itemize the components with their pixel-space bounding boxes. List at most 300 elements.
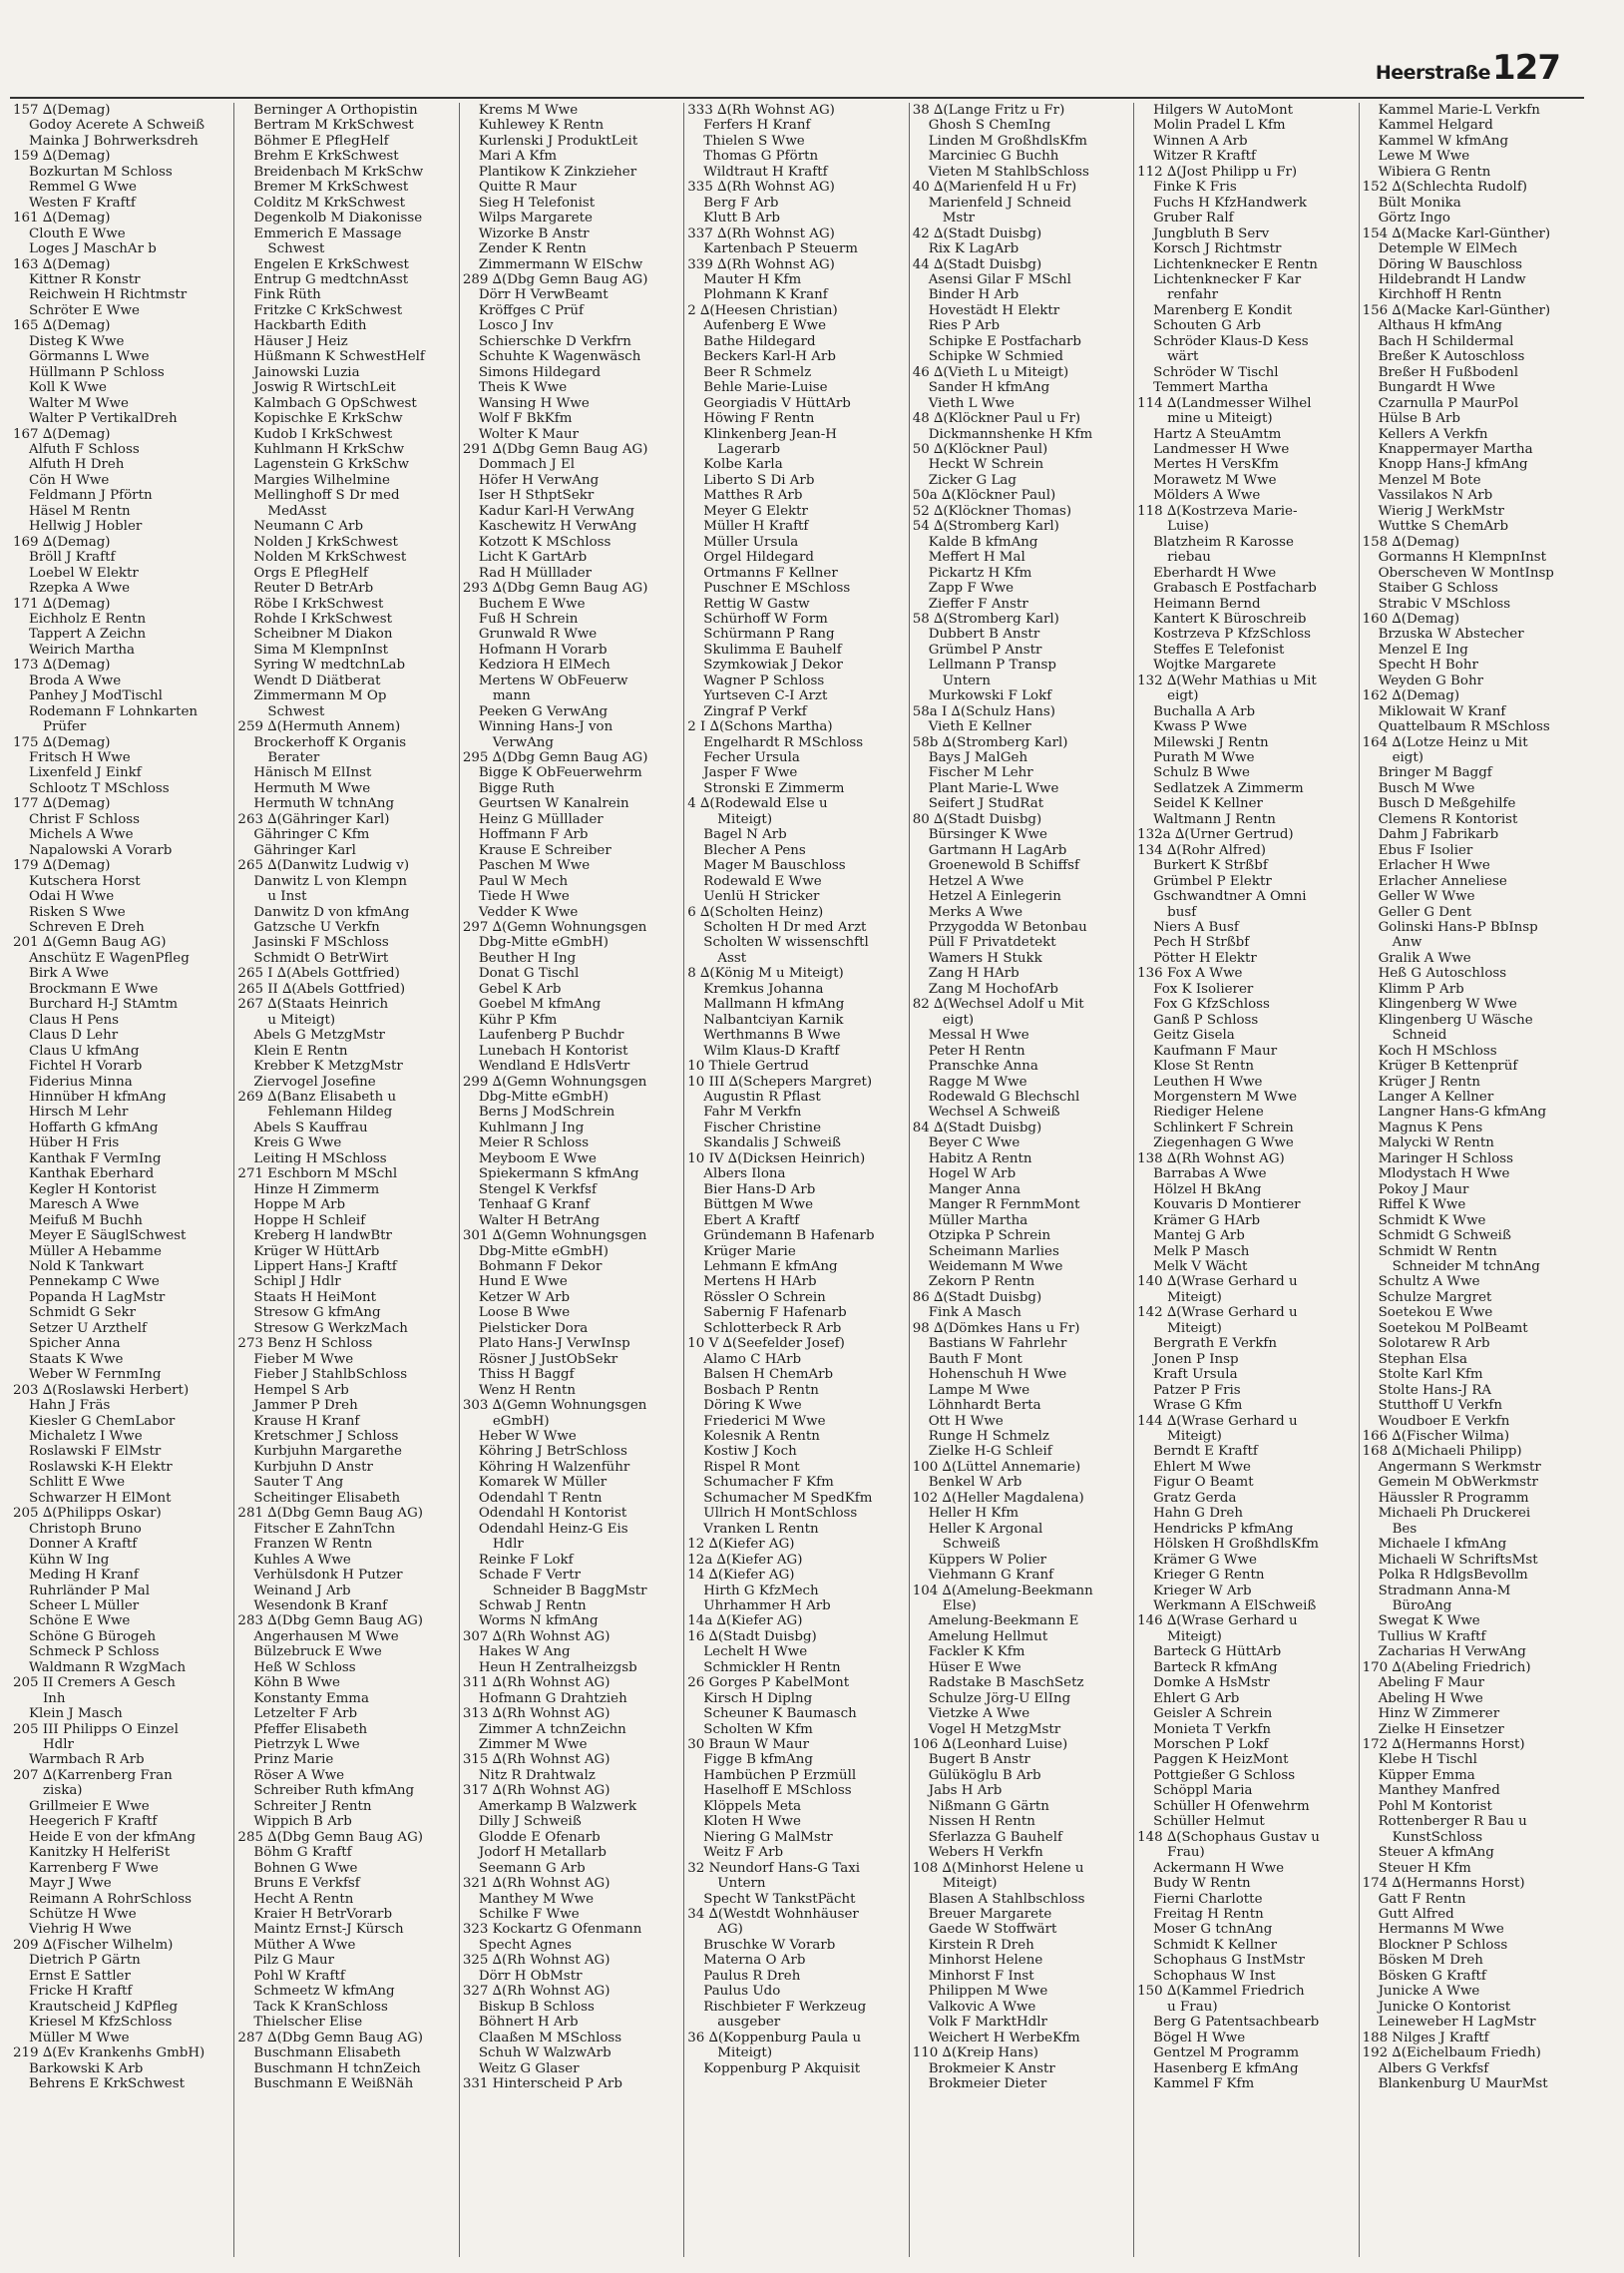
resident-entry: Habitz A Rentn (928, 1150, 1032, 1166)
resident-entry: Soetekou M PolBeamt (1378, 1320, 1528, 1336)
resident-entry: Kalmbach G OpSchwest (253, 395, 417, 411)
house-number-entry: 273 Benz H Schloss (237, 1336, 373, 1352)
resident-entry: Geller W Wwe (1378, 889, 1475, 905)
resident-entry: Claaßen M MSchloss (478, 2030, 622, 2046)
resident-entry: Schumacher M SpedKfm (703, 1490, 873, 1506)
resident-entry: Tack K KranSchloss (253, 1999, 388, 2015)
resident-entry: Kartenbach P Steuerm (703, 241, 858, 257)
resident-entry: Vranken L Rentn (703, 1521, 819, 1537)
resident-entry: Viehrig H Wwe (29, 1922, 132, 1938)
resident-entry: Marciniec G Buchh (928, 149, 1059, 165)
resident-entry: Spicher Anna (29, 1336, 121, 1352)
resident-entry: Thielscher Elise (253, 2015, 363, 2031)
resident-entry: mann (492, 688, 531, 704)
resident-entry: Meyer G Elektr (703, 503, 808, 519)
resident-entry: Grümbel P Elektr (1153, 873, 1272, 889)
resident-entry: Maringer H Schloss (1378, 1150, 1514, 1166)
resident-entry: Merks A Wwe (928, 904, 1023, 920)
house-number-entry: 205 ∆(Philipps Oskar) (13, 1506, 162, 1522)
resident-entry: Schmidt G Sekr (29, 1305, 137, 1321)
resident-entry: Abeling H Wwe (1378, 1690, 1483, 1706)
resident-entry: Eberhardt H Wwe (1153, 565, 1277, 581)
house-number-entry: 50a ∆(Klöckner Paul) (912, 488, 1056, 504)
resident-entry: Anw (1392, 935, 1422, 951)
resident-entry: Wierig J WerkMstr (1378, 503, 1504, 519)
resident-entry: Zimmer M Wwe (478, 1737, 588, 1753)
resident-entry: Kudob I KrkSchwest (253, 426, 393, 442)
resident-entry: Hinnüber H kfmAng (29, 1090, 167, 1105)
resident-entry: Kammel W kfmAng (1378, 133, 1509, 149)
resident-entry: Wagner P Schloss (703, 673, 825, 688)
house-number-entry: 335 ∆(Rh Wohnst AG) (687, 180, 835, 196)
resident-entry: Schneider M tchnAng (1392, 1258, 1540, 1274)
house-number-entry: 14a ∆(Kiefer AG) (687, 1613, 803, 1629)
resident-entry: Przygodda W Betonbau (928, 920, 1087, 936)
resident-entry: Manger Anna (928, 1181, 1021, 1197)
resident-entry: Fritzke C KrkSchwest (253, 302, 403, 318)
resident-entry: Böhm G Kraftf (253, 1845, 352, 1861)
house-number-entry: 36 ∆(Koppenburg Paula u (687, 2030, 862, 2046)
resident-entry: Schierschke D Verkfrn (478, 333, 631, 349)
resident-entry: Meding H Kranf (29, 1568, 139, 1584)
resident-entry: Zapp F Wwe (928, 581, 1015, 597)
resident-entry: Kaufmann F Maur (1153, 1043, 1278, 1059)
house-number-entry: 170 ∆(Abeling Friedrich) (1362, 1659, 1531, 1675)
resident-entry: Krieger G Rentn (1153, 1568, 1265, 1584)
resident-entry: Bertram M KrkSchwest (253, 118, 414, 134)
resident-entry: Witzer R Kraftf (1153, 149, 1256, 165)
resident-entry: Angerhausen M Wwe (253, 1628, 399, 1644)
resident-entry: Hellwig J Hobler (29, 519, 143, 535)
resident-entry: Stresow G kfmAng (253, 1305, 381, 1321)
house-number-entry: 171 ∆(Demag) (13, 596, 111, 612)
resident-entry: Sferlazza G Bauhelf (928, 1829, 1062, 1845)
resident-entry: Risken S Wwe (29, 904, 126, 920)
resident-entry: Abels G MetzgMstr (253, 1028, 385, 1044)
resident-entry: Jonen P Insp (1153, 1351, 1239, 1367)
house-number-entry: 144 ∆(Wrase Gerhard u (1137, 1413, 1298, 1429)
resident-entry: Köhring H Walzenführ (478, 1459, 630, 1475)
resident-entry: Fischer M Lehr (928, 765, 1033, 781)
resident-entry: Loose B Wwe (478, 1305, 571, 1321)
house-number-entry: 100 ∆(Lüttel Annemarie) (912, 1459, 1081, 1475)
resident-entry: Simons Hildegard (478, 364, 602, 380)
resident-entry: Staiber G Schloss (1378, 581, 1498, 597)
resident-entry: Pfeffer Elisabeth (253, 1721, 368, 1737)
resident-entry: Kremkus Johanna (703, 981, 824, 997)
resident-entry: Hackbarth Edith (253, 318, 367, 334)
resident-entry: Ortmanns F Kellner (703, 565, 838, 581)
resident-entry: Fuß H Schrein (478, 611, 579, 627)
resident-entry: Dommach J El (478, 457, 576, 473)
resident-entry: Langner Hans-G kfmAng (1378, 1105, 1547, 1121)
resident-entry: Vedder K Wwe (478, 904, 579, 920)
resident-entry: Rössler O Schrein (703, 1289, 826, 1305)
resident-entry: Mellinghoff S Dr med (253, 488, 400, 504)
resident-entry: Barrabas A Wwe (1153, 1166, 1267, 1182)
resident-entry: Schophaus G InstMstr (1153, 1953, 1305, 1969)
resident-entry: Leineweber H LagMstr (1378, 2015, 1536, 2031)
resident-entry: Komarek W Müller (478, 1475, 608, 1491)
resident-entry: Blecher A Pens (703, 842, 806, 858)
resident-entry: Wuttke S ChemArb (1378, 519, 1509, 535)
resident-entry: Amerkamp B Walzwerk (478, 1798, 637, 1814)
resident-entry: Stronski E Zimmerm (703, 780, 845, 796)
resident-entry: Schwest (267, 703, 325, 719)
resident-entry: Kriesel M KfzSchloss (29, 2015, 173, 2031)
resident-entry: Lixenfeld J Einkf (29, 765, 142, 781)
resident-entry: Erlacher Anneliese (1378, 873, 1507, 889)
resident-entry: Löhnhardt Berta (928, 1398, 1041, 1414)
resident-entry: Brzuska W Abstecher (1378, 627, 1524, 643)
resident-entry: Breidenbach M KrkSchw (253, 164, 424, 180)
resident-entry: Sieg H Telefonist (478, 195, 596, 211)
resident-entry: Nolden J KrkSchwest (253, 534, 398, 550)
resident-entry: Amelung Hellmut (928, 1628, 1048, 1644)
resident-entry: Vassilakos N Arb (1378, 488, 1493, 504)
resident-entry: Eichholz E Rentn (29, 611, 147, 627)
resident-entry: Kouvaris D Montierer (1153, 1197, 1301, 1213)
resident-entry: Alfuth F Schloss (29, 441, 140, 457)
resident-entry: Mlodystach H Wwe (1378, 1166, 1510, 1182)
resident-entry: Weirich Martha (29, 642, 136, 658)
resident-entry: Meffert H Mal (928, 550, 1025, 566)
resident-entry: Hüser E Wwe (928, 1659, 1021, 1675)
resident-entry: Schürmann P Rang (703, 627, 835, 643)
resident-entry: Polka R HdlgsBevollm (1378, 1568, 1528, 1584)
resident-entry: Ruhrländer P Mal (29, 1583, 151, 1598)
resident-entry: Hartz A SteuAmtm (1153, 426, 1282, 442)
resident-entry: Krebber K MetzgMstr (253, 1059, 403, 1075)
resident-entry: Gatzsche U Verkfn (253, 920, 380, 936)
resident-entry: Hecht A Rentn (253, 1891, 354, 1907)
resident-entry: Beckers Karl-H Arb (703, 349, 836, 365)
house-number-entry: 10 Thiele Gertrud (687, 1059, 809, 1075)
resident-entry: Wechsel A Schweiß (928, 1105, 1060, 1121)
resident-entry: Staats K Wwe (29, 1351, 124, 1367)
resident-entry: Klingenberg U Wäsche (1378, 1012, 1533, 1028)
resident-entry: Radstake B MaschSetz (928, 1675, 1084, 1691)
house-number-entry: 219 ∆(Ev Krankenhs GmbH) (13, 2046, 205, 2061)
resident-entry: Mölders A Wwe (1153, 488, 1261, 504)
house-number-entry: 132a ∆(Urner Gertrud) (1137, 827, 1294, 843)
resident-entry: Hempel S Arb (253, 1382, 349, 1398)
resident-entry: Specht Agnes (478, 1937, 572, 1953)
resident-entry: Runge H Schmelz (928, 1428, 1049, 1444)
house-number-entry: 134 ∆(Rohr Alfred) (1137, 842, 1266, 858)
resident-entry: Schöne E Wwe (29, 1613, 131, 1629)
resident-entry: Uhrhammer H Arb (703, 1597, 831, 1613)
resident-entry: Danwitz D von kfmAng (253, 904, 410, 920)
resident-entry: Marenberg E Kondit (1153, 302, 1293, 318)
resident-entry: Hahn G Dreh (1153, 1506, 1243, 1522)
resident-entry: Pranschke Anna (928, 1059, 1038, 1075)
resident-entry: Schweiß (942, 1537, 1001, 1553)
resident-entry: Zekorn P Rentn (928, 1274, 1035, 1290)
resident-entry: Lehmann E kfmAng (703, 1258, 838, 1274)
resident-entry: Rodewald G Blechschl (928, 1090, 1080, 1105)
resident-entry: Plant Marie-L Wwe (928, 780, 1059, 796)
resident-entry: Bruns E Verkfsf (253, 1876, 360, 1892)
resident-entry: Reimann A RohrSchloss (29, 1891, 192, 1907)
resident-entry: Pielsticker Dora (478, 1320, 589, 1336)
house-number-entry: 281 ∆(Dbg Gemn Baug AG) (237, 1506, 424, 1522)
resident-entry: Bült Monika (1378, 195, 1461, 211)
resident-entry: Quattelbaum R MSchloss (1378, 719, 1550, 735)
resident-entry: Rispel R Mont (703, 1459, 800, 1475)
resident-entry: Vogel H MetzgMstr (928, 1721, 1061, 1737)
resident-entry: Michaeli W SchriftsMst (1378, 1552, 1538, 1568)
resident-entry: Gründemann B Hafenarb (703, 1228, 875, 1244)
resident-entry: Gähringer C Kfm (253, 827, 370, 843)
resident-entry: Rohde I KrkSchwest (253, 611, 392, 627)
resident-entry: Werkmann A ElSchweiß (1153, 1597, 1317, 1613)
resident-entry: Quitte R Maur (478, 180, 577, 196)
resident-entry: Puschner E MSchloss (703, 581, 851, 597)
resident-entry: Szymkowiak J Dekor (703, 658, 843, 674)
resident-entry: Schulze Margret (1378, 1289, 1492, 1305)
resident-entry: Zicker G Lag (928, 472, 1016, 488)
resident-entry: Lichtenknecker F Kar (1153, 271, 1302, 287)
house-number-entry: 165 ∆(Demag) (13, 318, 111, 334)
resident-entry: Kutschera Horst (29, 873, 141, 889)
resident-entry: Hüber H Fris (29, 1136, 120, 1151)
house-number-entry: 265 II ∆(Abels Gottfried) (237, 981, 406, 997)
resident-entry: Heckt W Schrein (928, 457, 1044, 473)
resident-entry: Schulz B Wwe (1153, 765, 1250, 781)
resident-entry: Wendt D Diätberat (253, 673, 381, 688)
resident-entry: Mari A Kfm (478, 149, 558, 165)
resident-entry: Busch M Wwe (1378, 780, 1475, 796)
resident-entry: Görtz Ingo (1378, 211, 1450, 227)
resident-entry: Worms N kfmAng (478, 1613, 599, 1629)
resident-entry: Lippert Hans-J Kraftf (253, 1258, 397, 1274)
house-number-entry: 110 ∆(Kreip Hans) (912, 2046, 1038, 2061)
house-number-entry: 30 Braun W Maur (687, 1737, 810, 1753)
street-name: Heerstraße (1375, 62, 1491, 84)
resident-entry: Binder H Arb (928, 287, 1019, 303)
resident-entry: Winning Hans-J von (478, 719, 613, 735)
house-number-entry: 259 ∆(Hermuth Annem) (237, 719, 401, 735)
resident-entry: Roslawski F ElMstr (29, 1444, 162, 1460)
resident-entry: Odendahl T Rentn (478, 1490, 603, 1506)
resident-entry: Schmidt W Rentn (1378, 1243, 1497, 1259)
resident-entry: Behle Marie-Luise (703, 380, 828, 396)
resident-entry: Sabernig F Hafenarb (703, 1305, 847, 1321)
resident-entry: Wibiera G Rentn (1378, 164, 1491, 180)
resident-entry: Lampe M Wwe (928, 1382, 1030, 1398)
resident-entry: Minhorst Helene (928, 1953, 1043, 1969)
resident-entry: Miteigt) (1167, 1628, 1222, 1644)
house-number-entry: 209 ∆(Fischer Wilhelm) (13, 1937, 174, 1953)
directory-columns (10, 103, 1584, 2257)
house-number-entry: 34 ∆(Westdt Wohnhäuser (687, 1907, 859, 1923)
resident-entry: Meifuß M Buchh (29, 1212, 143, 1228)
resident-entry: Schürhoff W Form (703, 611, 828, 627)
resident-entry: Fiderius Minna (29, 1074, 133, 1090)
house-number-entry: 313 ∆(Rh Wohnst AG) (462, 1706, 610, 1722)
resident-entry: Hogel W Arb (928, 1166, 1016, 1182)
resident-entry: Barteck R kfmAng (1153, 1659, 1278, 1675)
resident-entry: Gähringer Karl (253, 842, 356, 858)
resident-entry: Buchem E Wwe (478, 596, 586, 612)
resident-entry: Böhnert H Arb (478, 2015, 579, 2031)
resident-entry: Uenlü H Stricker (703, 889, 820, 905)
resident-entry: Schlotterbeck R Arb (703, 1320, 842, 1336)
resident-entry: Langer A Kellner (1378, 1090, 1494, 1105)
house-number-entry: 285 ∆(Dbg Gemn Baug AG) (237, 1829, 424, 1845)
resident-entry: Goebel M kfmAng (478, 997, 602, 1013)
resident-entry: Marienfeld J Schneid (928, 195, 1071, 211)
resident-entry: Christ F Schloss (29, 811, 140, 827)
resident-entry: Köhring J BetrSchloss (478, 1444, 627, 1460)
resident-entry: Temmert Martha (1153, 380, 1269, 396)
resident-entry: Spiekermann S kfmAng (478, 1166, 639, 1182)
resident-entry: Malycki W Rentn (1378, 1136, 1494, 1151)
resident-entry: Materna O Arb (703, 1953, 806, 1969)
resident-entry: Prinz Marie (253, 1752, 334, 1768)
resident-entry: Kiesler G ChemLabor (29, 1413, 176, 1429)
resident-entry: Barkowski K Arb (29, 2060, 144, 2076)
resident-entry: Inh (43, 1690, 66, 1706)
resident-entry: Steffes E Telefonist (1153, 642, 1285, 658)
resident-entry: Fahr M Verkfn (703, 1105, 802, 1121)
house-number-entry: 303 ∆(Gemn Wohnungsgen (462, 1398, 647, 1414)
resident-entry: Schröder Klaus-D Kess (1153, 333, 1309, 349)
resident-entry: Heller K Argonal (928, 1521, 1043, 1537)
resident-entry: Kirsch H Diplng (703, 1690, 813, 1706)
resident-entry: Rad H Mülllader (478, 565, 593, 581)
resident-entry: Fichtel H Vorarb (29, 1059, 143, 1075)
resident-entry: Stresow G WerkzMach (253, 1320, 408, 1336)
page-number: 127 (1492, 48, 1560, 88)
resident-entry: Hakes W Ang (478, 1644, 571, 1660)
resident-entry: Molin Pradel L Kfm (1153, 118, 1286, 134)
resident-entry: Clouth E Wwe (29, 226, 126, 241)
resident-entry: Maresch A Wwe (29, 1197, 140, 1213)
resident-entry: Gatt F Rentn (1378, 1891, 1466, 1907)
resident-entry: Ketzer W Arb (478, 1289, 571, 1305)
directory-column-5 (910, 103, 1134, 2257)
resident-entry: Schulze Jörg-U ElIng (928, 1690, 1071, 1706)
resident-entry: Wolf F BkKfm (478, 411, 573, 427)
house-number-entry: 12 ∆(Kiefer AG) (687, 1537, 795, 1553)
house-number-entry: 301 ∆(Gemn Wohnungsgen (462, 1228, 647, 1244)
house-number-entry: 132 ∆(Wehr Mathias u Mit (1137, 673, 1317, 688)
resident-entry: Döring K Wwe (703, 1398, 802, 1414)
resident-entry: Röbe I KrkSchwest (253, 596, 384, 612)
resident-entry: eigt) (1392, 750, 1423, 766)
house-number-entry: 169 ∆(Demag) (13, 534, 111, 550)
resident-entry: Gratz Gerda (1153, 1490, 1237, 1506)
resident-entry: Geisler A Schrein (1153, 1706, 1273, 1722)
resident-entry: Fieber M Wwe (253, 1351, 354, 1367)
house-number-entry: 32 Neundorf Hans-G Taxi (687, 1860, 861, 1876)
house-number-entry: 106 ∆(Leonhard Luise) (912, 1737, 1068, 1753)
resident-entry: Schwest (267, 241, 325, 257)
resident-entry: Niers A Busf (1153, 920, 1239, 936)
resident-entry: Yurtseven C-I Arzt (703, 688, 828, 704)
resident-entry: Bach H Schildermal (1378, 333, 1514, 349)
resident-entry: Bier Hans-D Arb (703, 1181, 816, 1197)
house-number-entry: 293 ∆(Dbg Gemn Baug AG) (462, 581, 648, 597)
house-number-entry: 82 ∆(Wechsel Adolf u Mit (912, 997, 1084, 1013)
house-number-entry: 265 ∆(Danwitz Ludwig v) (237, 858, 410, 874)
resident-entry: Tiede H Wwe (478, 889, 570, 905)
resident-entry: Bastians W Fahrlehr (928, 1336, 1067, 1352)
resident-entry: Engelhardt R MSchloss (703, 734, 864, 750)
resident-entry: Kanthak F VermIng (29, 1150, 162, 1166)
resident-entry: Schneider B BaggMstr (492, 1583, 647, 1598)
resident-entry: Scholten W Kfm (703, 1721, 813, 1737)
resident-entry: Koll K Wwe (29, 380, 107, 396)
resident-entry: Losco J Inv (478, 318, 554, 334)
resident-entry: Klöppels Meta (703, 1798, 802, 1814)
house-number-entry: 108 ∆(Minhorst Helene u (912, 1860, 1084, 1876)
resident-entry: Hendricks P kfmAng (1153, 1521, 1294, 1537)
resident-entry: Hirth G KfzMech (703, 1583, 819, 1598)
house-number-entry: 339 ∆(Rh Wohnst AG) (687, 256, 835, 272)
resident-entry: Bagel N Arb (703, 827, 787, 843)
house-number-entry: 205 II Cremers A Gesch (13, 1675, 176, 1691)
resident-entry: Stengel K Verkfsf (478, 1181, 597, 1197)
resident-entry: Magnus K Pens (1378, 1120, 1483, 1136)
resident-entry: Frau) (1167, 1845, 1205, 1861)
page-header (1376, 48, 1560, 88)
resident-entry: Thomas G Pförtn (703, 149, 819, 165)
resident-entry: Küppers W Polier (928, 1552, 1047, 1568)
house-number-entry: 12a ∆(Kiefer AG) (687, 1552, 803, 1568)
house-number-entry: 10 IV ∆(Dicksen Heinrich) (687, 1150, 866, 1166)
house-number-entry: 112 ∆(Jost Philipp u Fr) (1137, 164, 1298, 180)
resident-entry: Asensi Gilar F MSchl (928, 271, 1071, 287)
resident-entry: Cön H Wwe (29, 472, 110, 488)
resident-entry: Kraier H BetrVorarb (253, 1907, 393, 1923)
resident-entry: Birk A Wwe (29, 966, 109, 982)
resident-entry: Höfer H VerwAng (478, 472, 600, 488)
resident-entry: Kalde B kfmAng (928, 534, 1038, 550)
house-number-entry: 203 ∆(Roslawski Herbert) (13, 1382, 190, 1398)
resident-entry: Kadur Karl-H VerwAng (478, 503, 634, 519)
resident-entry: Mayr J Wwe (29, 1876, 112, 1892)
house-number-entry: 295 ∆(Dbg Gemn Baug AG) (462, 750, 648, 766)
resident-entry: Gaede W Stoffwärt (928, 1922, 1057, 1938)
house-number-entry: 331 Hinterscheid P Arb (462, 2076, 622, 2091)
resident-entry: Neumann C Arb (253, 519, 364, 535)
resident-entry: Pottgießer G Schloss (1153, 1767, 1296, 1783)
resident-entry: Steuer H Kfm (1378, 1860, 1471, 1876)
resident-entry: Fischer Christine (703, 1120, 822, 1136)
resident-entry: Schütze H Wwe (29, 1907, 137, 1923)
resident-entry: Thielen S Wwe (703, 133, 805, 149)
resident-entry: Prüfer (43, 719, 87, 735)
resident-entry: Ziervogel Josefine (253, 1074, 376, 1090)
resident-entry: Junicke O Kontorist (1378, 1999, 1511, 2015)
resident-entry: Schophaus W Inst (1153, 1968, 1276, 1984)
resident-entry: Mallmann H kfmAng (703, 997, 845, 1013)
resident-entry: Schumacher F Kfm (703, 1475, 834, 1491)
resident-entry: Fackler K Kfm (928, 1644, 1025, 1660)
resident-entry: Licht K GartArb (478, 550, 588, 566)
resident-entry: Michaletz I Wwe (29, 1428, 143, 1444)
resident-entry: Ernst E Sattler (29, 1968, 131, 1984)
resident-entry: Vieth E Kellner (928, 719, 1031, 735)
resident-entry: Weinand J Arb (253, 1583, 351, 1598)
resident-entry: Meyer E SäuglSchwest (29, 1228, 187, 1244)
resident-entry: Heß G Autoschloss (1378, 966, 1507, 982)
resident-entry: Kolbe Karla (703, 457, 783, 473)
resident-entry: Freitag H Rentn (1153, 1907, 1264, 1923)
